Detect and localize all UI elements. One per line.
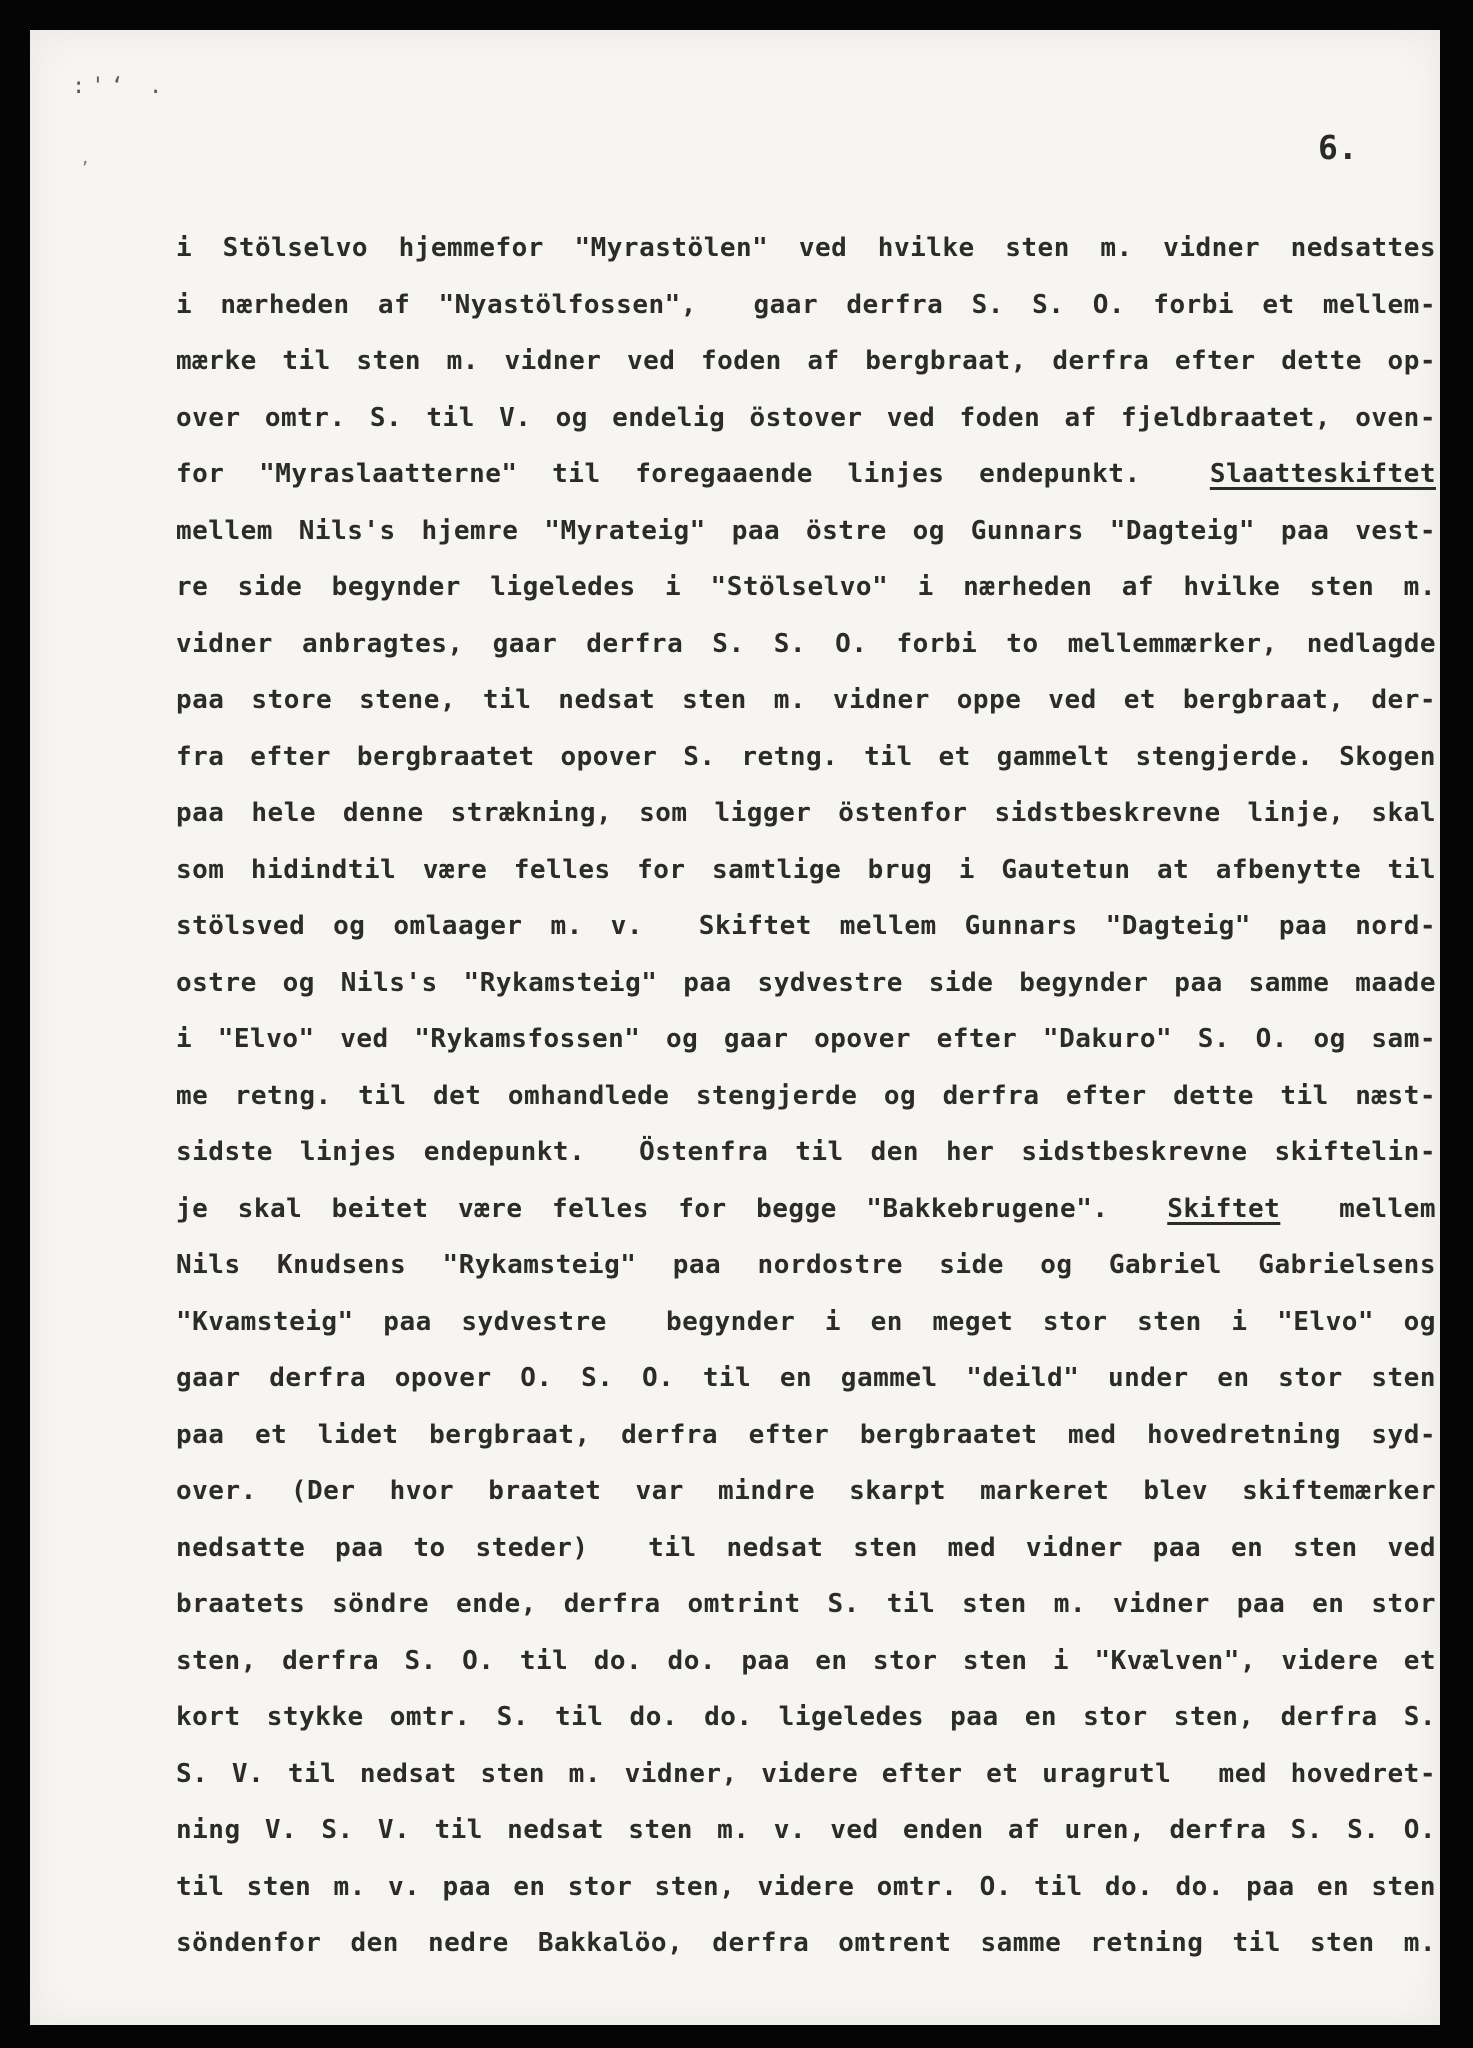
page-number: 6. (1318, 128, 1358, 167)
text-line: paa store stene, til nedsat sten m. vidner oppe ved et bergbraat, der- (176, 685, 1436, 715)
typed-text-body (176, 220, 1436, 1972)
text-line: kort stykke omtr. S. til do. do. ligeledes paa en stor sten, derfra S. (176, 1702, 1436, 1732)
text-line: Nils Knudsens "Rykamsteig" paa nordostre side og Gabriel Gabrielsens (176, 1250, 1436, 1280)
text-line: "Kvamsteig" paa sydvestre begynder i en meget stor sten i "Elvo" og (176, 1306, 1436, 1337)
text-line: me retng. til det omhandlede stengjerde og derfra efter dette til næst- (176, 1080, 1436, 1111)
margin-mark-small: ʼ (80, 158, 90, 177)
text-line: S. V. til nedsat sten m. vidner, videre efter et uragrutl med hovedret- (176, 1758, 1436, 1789)
text-line: söndenfor den nedre Bakkalöo, derfra omtrent samme retning til sten m. (176, 1928, 1436, 1958)
text-line: re side begynder ligeledes i "Stölselvo" i nærheden af hvilke sten m. (176, 572, 1436, 602)
text-line: over. (Der hvor braatet var mindre skarpt markeret blev skiftemærker (176, 1476, 1436, 1506)
text-line: sten, derfra S. O. til do. do. paa en stor sten i "Kvælven", videre et (176, 1645, 1436, 1676)
text-line: mærke til sten m. vidner ved foden af bergbraat, derfra efter dette op- (176, 346, 1436, 376)
text-line: paa et lidet bergbraat, derfra efter bergbraatet med hovedretning syd- (176, 1419, 1436, 1450)
text-line: for "Myraslaatterne" til foregaaende linjes endepunkt. Slaatteskiftet (176, 459, 1436, 489)
text-line: vidner anbragtes, gaar derfra S. S. O. forbi to mellemmærker, nedlagde (176, 628, 1436, 659)
text-line: paa hele denne strækning, som ligger östenfor sidstbeskrevne linje, skal (176, 798, 1436, 828)
document-page (30, 30, 1440, 2025)
text-line: ostre og Nils's "Rykamsteig" paa sydvestre side begynder paa samme maade (176, 967, 1436, 998)
underlined-heading-slaatteskiftet: Slaatteskiftet (1209, 459, 1436, 489)
text-line: som hidindtil være felles for samtlige brug i Gautetun at afbenytte til (176, 854, 1436, 885)
text-line: gaar derfra opover O. S. O. til en gammel "deild" under en stor sten (176, 1363, 1436, 1393)
text-line: nedsatte paa to steder) til nedsat sten med vidner paa en sten ved (176, 1532, 1436, 1563)
text-line: sidste linjes endepunkt. Östenfra til den her sidstbeskrevne skiftelin- (176, 1137, 1436, 1167)
text-line: fra efter bergbraatet opover S. retng. til et gammelt stengjerde. Skogen (176, 741, 1436, 772)
text-line: braatets söndre ende, derfra omtrint S. til sten m. vidner paa en stor (176, 1589, 1436, 1619)
margin-marks: :'ʻ . (72, 74, 169, 99)
text-line: mellem Nils's hjemre "Myrateig" paa östre og Gunnars "Dagteig" paa vest- (176, 515, 1436, 546)
text-line: i nærheden af "Nyastölfossen", gaar derfra S. S. O. forbi et mellem- (176, 289, 1436, 320)
text-line: i "Elvo" ved "Rykamsfossen" og gaar opover efter "Dakuro" S. O. og sam- (176, 1024, 1436, 1054)
text-line: i Stölselvo hjemmefor "Myrastölen" ved hvilke sten m. vidner nedsattes (176, 233, 1436, 263)
text-line: stölsved og omlaager m. v. Skiftet mellem Gunnars "Dagteig" paa nord- (176, 911, 1436, 941)
text-line: til sten m. v. paa en stor sten, videre omtr. O. til do. do. paa en sten (176, 1871, 1436, 1902)
text-line: ning V. S. V. til nedsat sten m. v. ved enden af uren, derfra S. S. O. (176, 1815, 1436, 1845)
text-line: je skal beitet være felles for begge "Bakkebrugene". Skiftet mellem (176, 1193, 1436, 1224)
text-line: over omtr. S. til V. og endelig östover ved foden af fjeldbraatet, oven- (176, 402, 1436, 433)
underlined-heading-skiftet: Skiftet (1167, 1193, 1281, 1224)
